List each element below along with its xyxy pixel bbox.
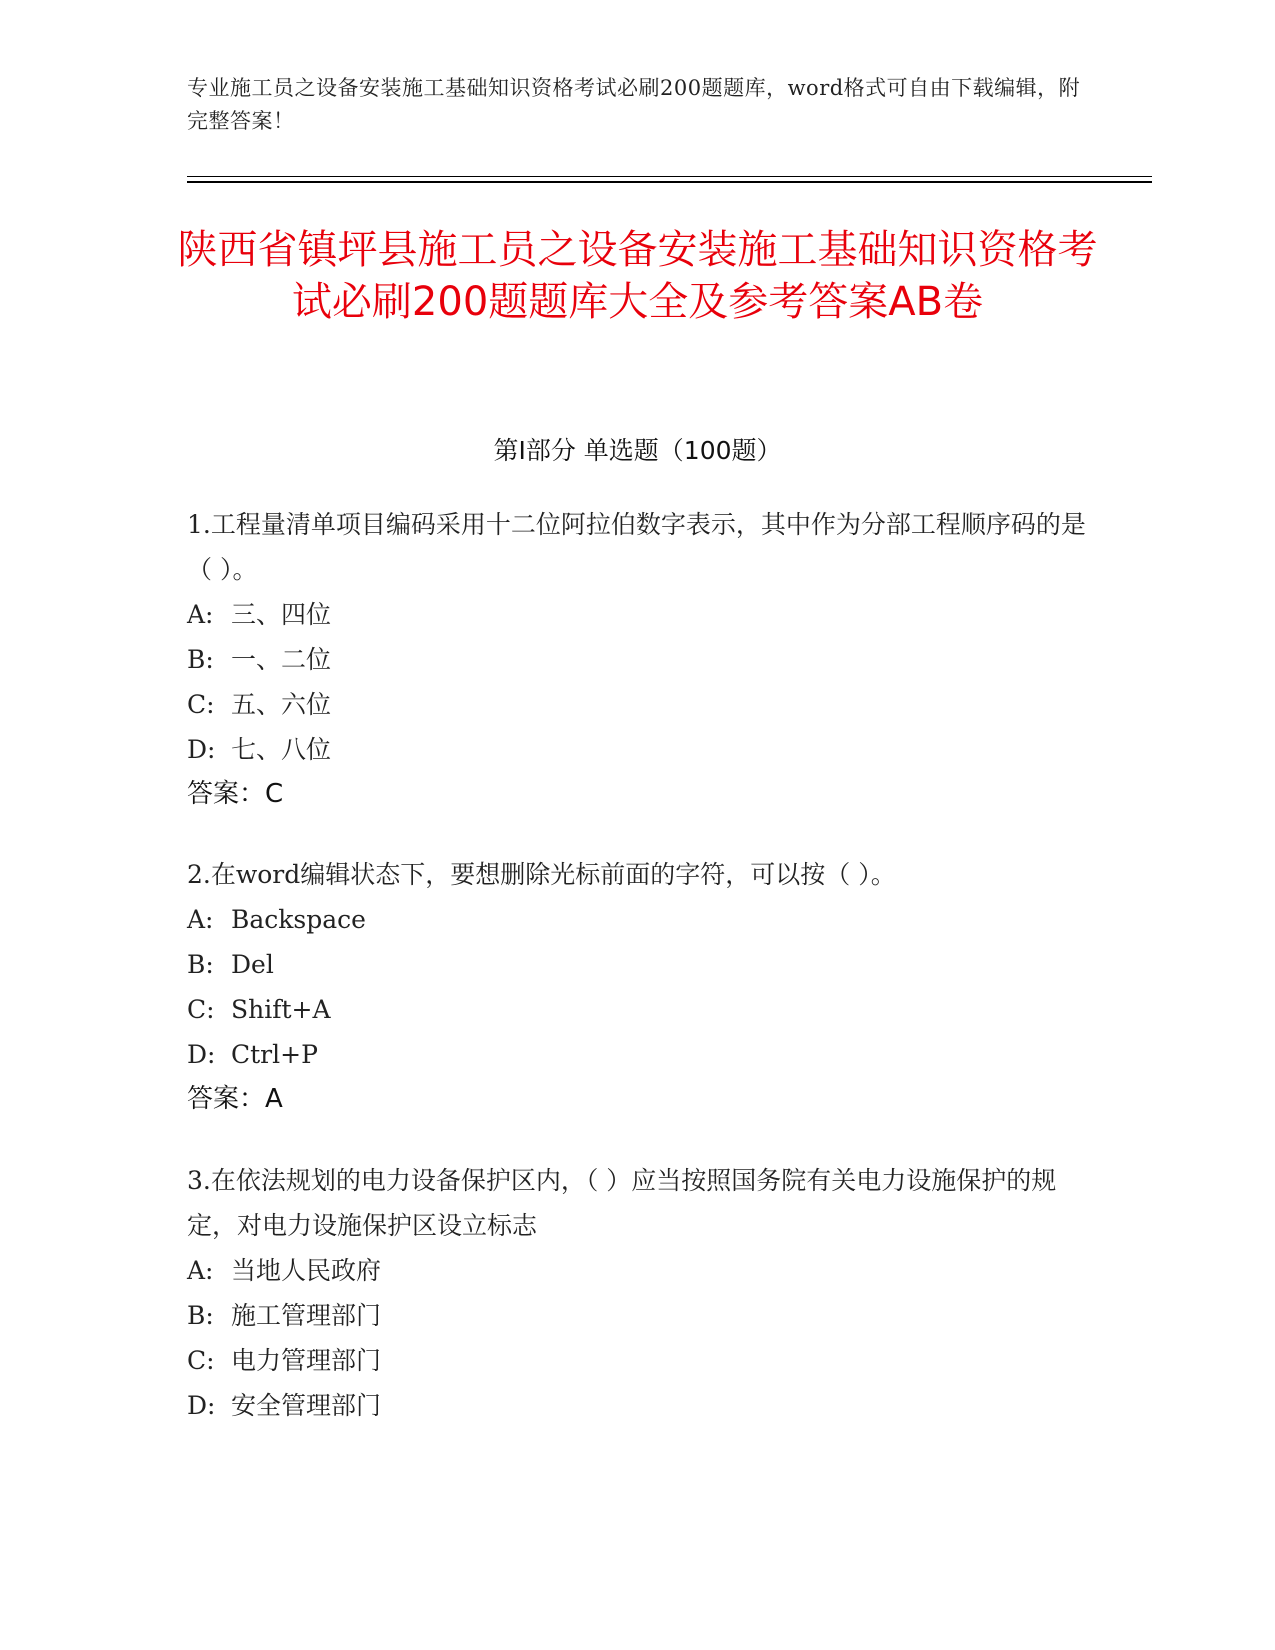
question-2 bbox=[187, 852, 1087, 1122]
option-d bbox=[187, 727, 1087, 772]
option-key: D: bbox=[187, 735, 216, 764]
option-key: B: bbox=[187, 645, 214, 674]
question-text: 2.在word编辑状态下，要想删除光标前面的字符，可以按（ ）。 bbox=[187, 860, 896, 889]
option-text: Del bbox=[231, 950, 274, 979]
header-note: 专业施工员之设备安装施工基础知识资格考试必刷200题题库，word格式可自由下载编辑，附完整答案！ bbox=[187, 76, 1081, 133]
section-title: 第Ⅰ部分 单选题（100题） bbox=[493, 436, 782, 465]
option-a bbox=[187, 592, 1087, 637]
option-a bbox=[187, 1248, 1087, 1293]
answer-label: 答案：A bbox=[187, 1084, 283, 1114]
option-text: Shift+A bbox=[231, 995, 331, 1024]
option-text: Ctrl+P bbox=[231, 1040, 318, 1069]
option-text: 施工管理部门 bbox=[231, 1301, 382, 1330]
option-a bbox=[187, 897, 1087, 942]
option-text: 安全管理部门 bbox=[231, 1391, 382, 1420]
option-b bbox=[187, 942, 1087, 987]
option-b bbox=[187, 1293, 1087, 1338]
option-text: 三、四位 bbox=[231, 600, 332, 629]
option-text: 当地人民政府 bbox=[231, 1256, 382, 1285]
question-1 bbox=[187, 502, 1087, 817]
option-text: 五、六位 bbox=[231, 690, 332, 719]
option-key: D: bbox=[187, 1040, 216, 1069]
answer-label: 答案：C bbox=[187, 779, 284, 809]
question-text: 1.工程量清单项目编码采用十二位阿拉伯数字表示，其中作为分部工程顺序码的是（ ）。 bbox=[187, 510, 1086, 584]
option-c bbox=[187, 1338, 1087, 1383]
option-key: B: bbox=[187, 950, 214, 979]
header-rule-thin bbox=[187, 176, 1152, 177]
option-c bbox=[187, 682, 1087, 727]
option-d bbox=[187, 1383, 1087, 1428]
option-c bbox=[187, 987, 1087, 1032]
option-key: A: bbox=[187, 1256, 214, 1285]
option-key: C: bbox=[187, 690, 215, 719]
option-key: A: bbox=[187, 905, 214, 934]
option-d bbox=[187, 1032, 1087, 1077]
document-title: 陕西省镇坪县施工员之设备安装施工基础知识资格考试必刷200题题库大全及参考答案AB卷 bbox=[177, 227, 1098, 325]
option-text: 七、八位 bbox=[231, 735, 332, 764]
option-text: Backspace bbox=[231, 905, 366, 934]
option-key: D: bbox=[187, 1391, 216, 1420]
option-key: C: bbox=[187, 1346, 215, 1375]
option-key: B: bbox=[187, 1301, 214, 1330]
header-rule-thick bbox=[187, 181, 1152, 183]
question-3 bbox=[187, 1158, 1087, 1428]
question-text: 3.在依法规划的电力设备保护区内，（ ）应当按照国务院有关电力设施保护的规定，对电力设施保护区设立标志 bbox=[187, 1166, 1057, 1240]
option-key: A: bbox=[187, 600, 214, 629]
option-text: 一、二位 bbox=[231, 645, 332, 674]
option-b bbox=[187, 637, 1087, 682]
option-key: C: bbox=[187, 995, 215, 1024]
option-text: 电力管理部门 bbox=[231, 1346, 382, 1375]
